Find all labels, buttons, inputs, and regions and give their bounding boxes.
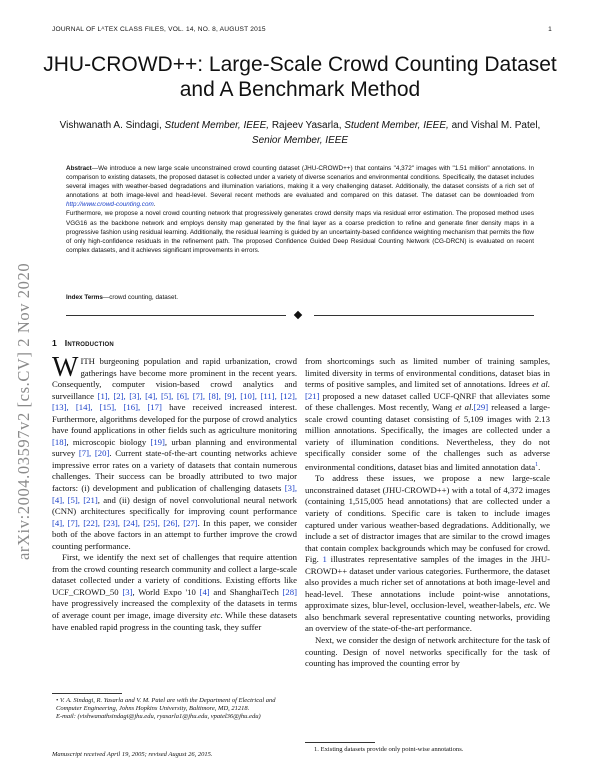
diamond-ornament-icon <box>294 311 302 319</box>
author-affiliation-footnote <box>56 697 297 722</box>
citation[interactable]: [3], [4], [5], [21] <box>52 483 298 505</box>
citation[interactable]: [19] <box>150 436 165 447</box>
citation[interactable]: [28] <box>282 586 298 597</box>
author-3-role: Senior Member, IEEE <box>251 135 349 146</box>
section-title: Introduction <box>64 338 114 348</box>
section-heading <box>52 338 114 348</box>
journal-line: JOURNAL OF LᴬTEX CLASS FILES, VOL. 14, NO. 8, AUGUST 2015 <box>52 26 266 33</box>
dropcap-letter: W <box>52 352 79 383</box>
author-2-role: Student Member, IEEE, <box>344 120 449 131</box>
intro-paragraph-2: First, we identify the next set of challenges that require attention from the crowd counting research community and collect a large-scale dataset collected under a variety of conditions. Existing efforts like UCF_CROWD_50 [3], World Expo '10 [4] and ShanghaiTech [28] have progressively increased the complexity of the datasets in terms of average count per image, image diversity etc. While these datasets have enabled rapid progress in the counting task, they suffer <box>52 552 298 632</box>
figure-reference[interactable]: 1 <box>322 554 327 565</box>
divider-line-left <box>66 315 286 316</box>
citation[interactable]: [3] <box>122 586 133 597</box>
footnote-rule-right <box>305 742 375 743</box>
affiliation-email: E-mail: (vishwanathsindagi@jhu.edu, ryasarla1@jhu.edu, vpatel36@jhu.edu) <box>56 713 261 721</box>
section-number: 1 <box>52 338 57 348</box>
right-paragraph-1: from shortcomings such as limited number of training samples, limited diversity in terms of environmental conditions, dataset bias in terms of positive samples, and limited set of annotations. Idrees et al.[21] proposed a new dataset called UCF-QNRF that alleviates some of these challenges. Most recently, Wang et al.[29] released a large-scale crowd counting dataset consisting of 5,109 images with 2.13 million annotations. Specifically, the images are collected under a variety of illumination conditions. Nevertheless, they do not specifically consider some of the challenges such as adverse environmental conditions, dataset bias and limited annotation data$^1$. <box>305 356 551 472</box>
arxiv-stamp: arXiv:2004.03597v2 [cs.CV] 2 Nov 2020 <box>14 262 33 560</box>
manuscript-note: Manuscript received April 19, 2005; revised August 26, 2015. <box>52 751 213 758</box>
author-2: Rajeev Yasarla, <box>271 120 342 131</box>
author-1-role: Student Member, IEEE, <box>164 120 270 131</box>
author-list <box>52 118 548 148</box>
right-column <box>305 356 550 670</box>
abstract-label: Abstract <box>66 165 92 172</box>
footnote-marker[interactable]: 1 <box>535 461 539 468</box>
index-terms-label: Index Terms <box>66 294 103 301</box>
right-paragraph-3: Next, we consider the design of network architecture for the task of counting. Design of novel networks specifically for the task of counting has improved the counting error by <box>305 635 550 669</box>
citation[interactable]: [1], [2], [3], [4], [5], [6], [7], [8], [9], [10], [11], [12], [13], [14], [15], [16], [17] <box>52 390 298 413</box>
section-divider <box>66 315 534 316</box>
index-terms <box>66 294 534 301</box>
affiliation-text: • V. A. Sindagi, R. Yasarla and V. M. Patel are with the Department of Electrical and Computer Engineering, Johns Hopkins University, Baltimore, MD, 21218. <box>56 697 276 713</box>
author-1: Vishwanath A. Sindagi, <box>59 120 162 131</box>
author-3: and Vishal M. Patel, <box>451 120 541 131</box>
index-terms-text: —crowd counting, dataset. <box>102 294 179 301</box>
citation[interactable]: [4] <box>199 586 210 597</box>
citation[interactable]: [18] <box>52 436 67 447</box>
citation[interactable]: [7], [20] <box>78 448 110 459</box>
running-header <box>52 26 552 33</box>
right-paragraph-2: To address these issues, we propose a new large-scale unconstrained dataset (JHU-CROWD++) with a total of 4,372 images (containing 1,515,005 head annotations) that are collected under a variety of conditions. Specific care is taken to include images captured under various weather-based degradations. Additionally, we include a set of distractor images that are similar to the crowd images that contain complex backgrounds which may be confused for crowd. Fig. 1 illustrates representative samples of the images in the JHU-CROWD++ dataset under various categories. Furthermore, the dataset also provides a much richer set of annotations at both image-level and head-level. These annotations include point-wise annotations, approximate sizes, blur-level, occlusion-level, weather-labels, etc. We also benchmark several representative counting networks, providing an overview of the state-of-the-art performance. <box>305 473 551 634</box>
intro-paragraph-1: WITH burgeoning population and rapid urbanization, crowd gatherings have become more prominent in the recent years. Consequently, computer vision-based crowd analytics and surveillance [1], [2], [3], [4], [5], [6], [7], [8], [9], [10], [11], [12], [13], [14], [15], [16], [17] have received increased interest. Furthermore, algorithms developed for the purpose of crowd analytics have found applications in other fields such as agriculture monitoring [18], microscopic biology [19], urban planning and environmental survey [7], [20]. Current state-of-the-art counting networks achieve impressive error rates on a variety of datasets that contain numerous challenges. Their success can be broadly attributed to two major factors: (i) development and publication of challenging datasets [3], [4], [5], [21], and (ii) design of novel convolutional neural network (CNN) architectures specifically for improving count performance [4], [7], [22], [23], [24], [25], [26], [27]. In this paper, we consider both of the above factors in an attempt to further improve the crowd counting performance. <box>52 352 298 551</box>
page-number: 1 <box>548 26 552 33</box>
dataset-link[interactable]: http://www.crowd-counting.com <box>66 201 154 209</box>
dataset-footnote: 1. Existing datasets provide only point-wise annotations. <box>314 746 464 753</box>
abstract-para-1: —We introduce a new large scale unconstrained crowd counting dataset (JHU-CROWD++) that contains "4,372" images with "1.51 million" annotations. In comparison to existing datasets, the proposed dataset is collected under a variety of diverse scenarios and environmental conditions. Specifically, the dataset includes several images with weather-based degradations and illumination variations, making it a very challenging dataset. Additionally, the dataset consists of a rich set of annotations at both image-level and head-level. Several recent methods are evaluated and compared on this dataset. The dataset can be downloaded from <box>66 165 534 200</box>
divider-line-right <box>314 315 534 316</box>
paper-title: JHU-CROWD++: Large-Scale Crowd Counting Dataset and A Benchmark Method <box>43 53 557 101</box>
left-column <box>52 352 298 633</box>
citation[interactable]: [21] <box>305 390 320 401</box>
citation[interactable]: [29] <box>473 402 489 413</box>
citation[interactable]: [4], [7], [22], [23], [24], [25], [26], [27] <box>52 517 198 528</box>
abstract-para-2: Furthermore, we propose a novel crowd counting network that progressively generates crowd density maps via residual error estimation. The proposed method uses VGG16 as the backbone network and employs density map generated by the final layer as a coarse prediction to refine and generate finer density maps in a progressive fashion using residual learning. Additionally, the residual learning is guided by an uncertainty-based confidence weighting mechanism that permits the flow of only high-confidence residuals in the refinement path. The proposed Confidence Guided Deep Residual Counting Network (CG-DRCN) is evaluated on recent complex datasets, and it achieves significant improvements in errors. <box>66 210 534 254</box>
abstract: Abstract—We introduce a new large scale unconstrained crowd counting dataset (JHU-CROWD++) that contains "4,372" images with "1.51 million" annotations. In comparison to existing datasets, the proposed dataset is collected under a variety of diverse scenarios and environmental conditions. Specifically, the dataset includes several images with weather-based degradations and illumination variations, making it a very challenging dataset. Additionally, the dataset consists of a rich set of annotations at both image-level and head-level. Several recent methods are evaluated and compared on this dataset. The dataset can be downloaded from http://www.crowd-counting.com. Furthermore, we propose a novel crowd counting network that progressively generates crowd density maps via residual error estimation. The proposed method uses VGG16 as the backbone network and employs density map generated by the final layer as a coarse prediction to refine and generate finer density maps in a progressive fashion using residual learning. Additionally, the residual learning is guided by an uncertainty-based confidence weighting mechanism that permits the flow of only high-confidence residuals in the refinement path. The proposed Confidence Guided Deep Residual Counting Network (CG-DRCN) is evaluated on recent complex datasets, and it achieves significant improvements in errors. <box>66 165 534 254</box>
footnote-rule-left <box>52 693 122 694</box>
